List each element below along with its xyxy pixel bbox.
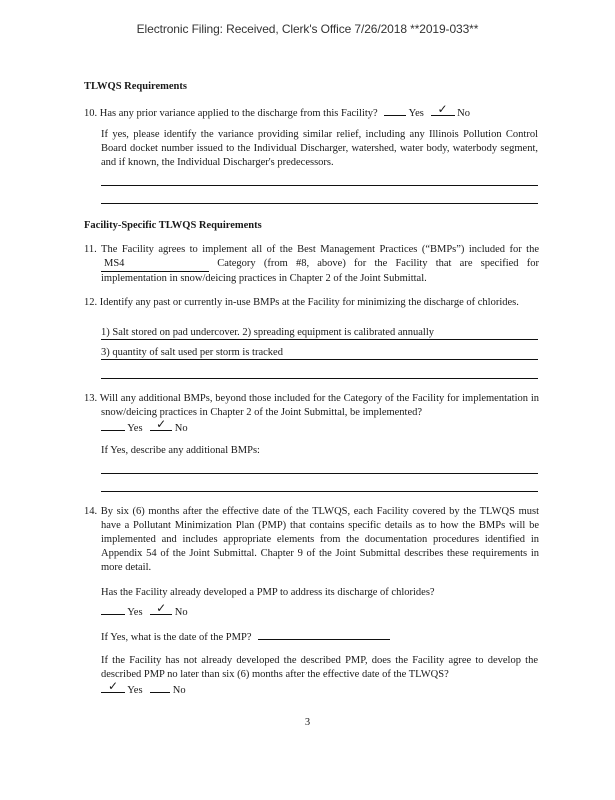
question-13 [84,392,539,420]
checkmark-icon: ✓ [437,102,448,116]
q10-followup: If yes, please identify the variance providing similar relief, including any Illinois Pollution Control Board docket number issued to the Individual Discharger, watershed, water body, waterbody segment, and if known, the Individual Discharger's predecessors. [101,129,538,168]
q14-sub2-text: If Yes, what is the date of the PMP? [101,632,252,643]
q14-sub1-no-blank[interactable] [150,603,172,615]
q13-yes-blank[interactable] [101,419,125,431]
electronic-filing-stamp: Electronic Filing: Received, Clerk's Office 7/26/2018 **2019-033** [136,22,479,36]
q12-answer-line-2[interactable]: 3) quantity of salt used per storm is tracked [101,346,538,360]
q13-answer-line-2[interactable] [101,491,538,492]
q10-yes-blank[interactable] [384,104,406,116]
q14-sub3-no-blank[interactable] [150,681,170,693]
q12-text: Identify any past or currently in-use BMPs at the Facility for minimizing the discharge of chlorides. [99,297,519,308]
q14-sub1-yes-label: Yes [127,607,143,618]
checkmark-icon: ✓ [107,679,119,693]
question-12 [84,296,539,310]
q14-number: 14. [84,506,98,517]
q11-text-b: Category (from #8, above) for the Facility that are specified for implementation in snow/deicing practices in Chapter 2 of the Joint Submittal. [101,258,539,284]
page-number: 3 [304,717,311,728]
pmp-date-field[interactable] [258,628,390,640]
q14-sub1-checkboxes [101,603,538,620]
q14-sub3-yes-label: Yes [127,685,143,696]
q13-followup: If Yes, describe any additional BMPs: [101,445,260,456]
q14-sub1-yes-blank[interactable] [101,603,125,615]
checkmark-icon: ✓ [156,601,167,615]
q13-no-blank[interactable] [150,419,172,431]
q11-category-field[interactable]: MS4 [101,257,209,272]
q14-sub3-text: If the Facility has not already developed the described PMP, does the Facility agree to develop the described PMP no later than six (6) months after the effective date of the TLWQS? [101,655,538,680]
q14-sub1-text: Has the Facility already developed a PMP to address its discharge of chlorides? [101,587,435,598]
q10-answer-line-2[interactable] [101,203,538,204]
q14-sub3-yes-blank[interactable] [101,681,125,693]
q12-number: 12. [84,297,98,308]
q10-no-blank[interactable] [431,104,455,116]
q11-number: 11. [84,244,97,255]
section-heading-facility-specific: Facility-Specific TLWQS Requirements [84,220,262,231]
q13-no-label: No [174,423,188,434]
q13-answer-line-1[interactable] [101,473,538,474]
q13-number: 13. [84,393,98,404]
q12-answer-line-1[interactable]: 1) Salt stored on pad undercover. 2) spreading equipment is calibrated annually [101,326,538,340]
q10-text: Has any prior variance applied to the discharge from this Facility? [99,108,378,119]
q14-sub3-checkboxes [101,681,538,698]
question-10 [84,104,539,121]
checkmark-icon: ✓ [156,417,167,431]
q14-sub2 [101,628,538,645]
q12-answer-line-3[interactable] [101,378,538,379]
q11-text-a: The Facility agrees to implement all of the Best Management Practices (“BMPs”) included for the [101,244,540,255]
q13-yes-label: Yes [127,423,143,434]
q10-no-label: No [457,108,470,119]
q14-text: By six (6) months after the effective date of the TLWQS, each Facility covered by the TLWQS must have a Pollutant Minimization Plan (PMP) that contains specific details as to how the BMPs will be implemented and includes appropriate elements from the documentation procedures identified in Appendix 54 of the Joint Submittal. Chapter 9 of the Joint Submittal describes these requirements in more detail. [100,506,539,573]
q13-checkboxes [101,419,538,436]
question-11 [84,243,539,286]
q14-sub3-no-label: No [172,685,186,696]
q10-yes-label: Yes [408,108,424,119]
q14-sub1-no-label: No [174,607,188,618]
question-14 [84,505,539,575]
q13-text: Will any additional BMPs, beyond those included for the Category of the Facility for implementation in snow/deicing practices in Chapter 2 of the Joint Submittal, be implemented? [99,393,539,418]
q10-answer-line-1[interactable] [101,185,538,186]
q10-number: 10. [84,108,98,119]
section-heading-tlwqs: TLWQS Requirements [84,81,187,92]
